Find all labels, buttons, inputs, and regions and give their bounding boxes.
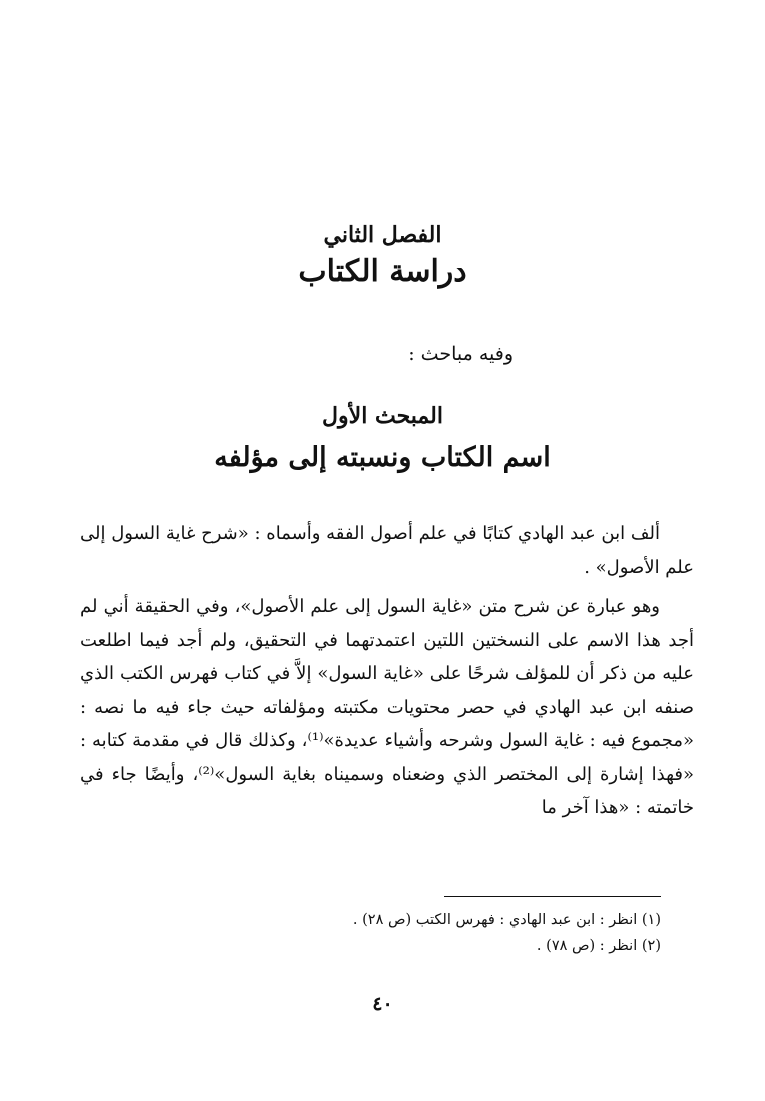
footnote-2: (٢) انظر : (ص ٧٨) .	[536, 938, 661, 954]
chapter-title: دراسة الكتاب	[298, 254, 467, 289]
intro-line: وفيه مباحث :	[408, 343, 513, 365]
footnote-divider	[444, 896, 661, 897]
footnotes	[353, 907, 661, 959]
footnote-1: (١) انظر : ابن عبد الهادي : فهرس الكتب (ص ٢٨) .	[352, 912, 661, 928]
section-label: المبحث الأول	[322, 403, 443, 429]
paragraph-2: وهو عبارة عن شرح متن «غاية السول إلى علم الأصول»، وفي الحقيقة أني لم أجد هذا الاسم على النسختين اللتين اعتمدتهما في التحقيق، ولم أجد فيما اطلعت عليه من ذكر أن للمؤلف شرحًا على «غاية السول» إلاَّ في كتاب فهرس الكتب الذي صنفه ابن عبد الهادي في حصر محتويات مكتبته ومؤلفاته حيث جاء فيه ما نصه : «مجموع فيه : غاية السول وشرحه وأشياء عديدة»⁽¹⁾، وكذلك قال في مقدمة كتابه : «فهذا إشارة إلى المختصر الذي وضعناه وسميناه بغاية السول»⁽²⁾، وأيضًا جاء في خاتمته : «هذا آخر ما	[80, 596, 694, 818]
chapter-label: الفصل الثاني	[323, 222, 442, 248]
page-number: ٤٠	[372, 993, 393, 1015]
paragraph-1: ألف ابن عبد الهادي كتابًا في علم أصول الفقه وأسماه : «شرح غاية السول إلى علم الأصول» .	[80, 523, 694, 578]
body-text	[80, 517, 694, 825]
section-title: اسم الكتاب ونسبته إلى مؤلفه	[214, 442, 551, 473]
